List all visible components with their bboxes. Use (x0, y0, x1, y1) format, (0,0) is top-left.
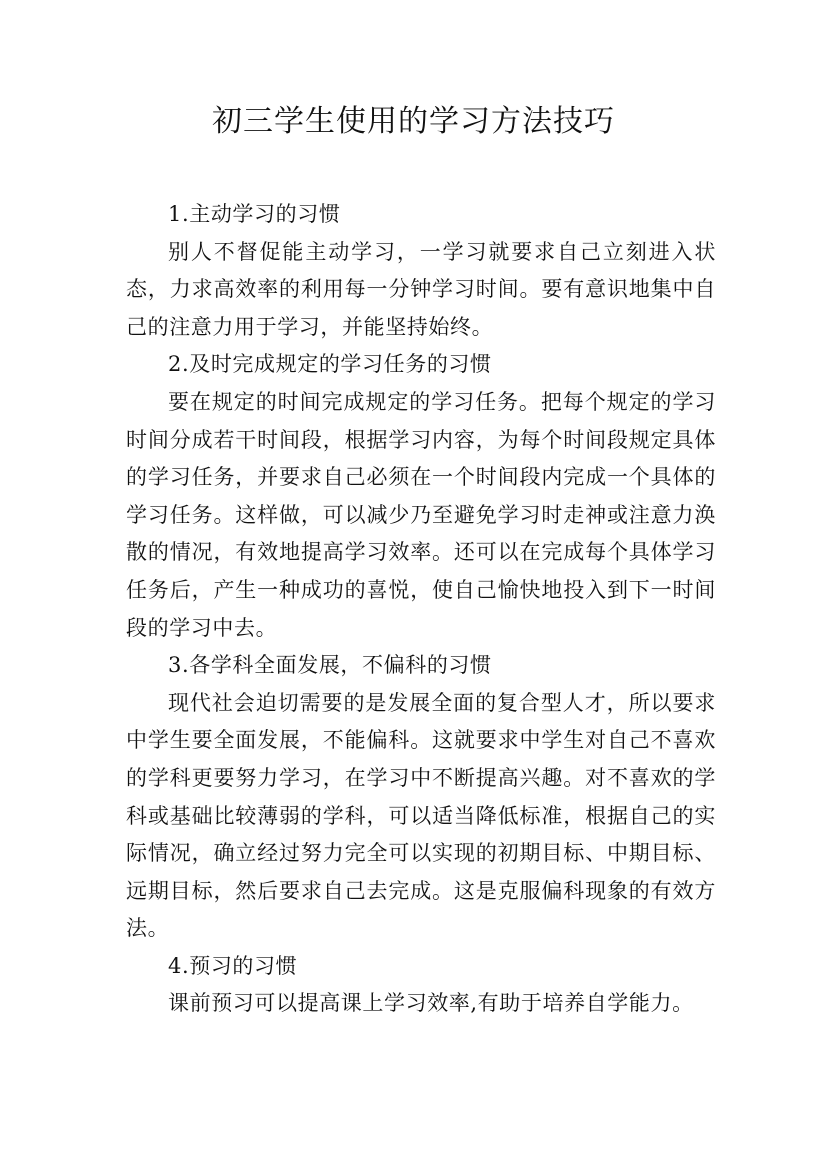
document-body (126, 196, 716, 1023)
section-heading: 1.主动学习的习惯 (168, 202, 341, 226)
section-heading: 3.各学科全面发展，不偏科的习惯 (168, 653, 492, 678)
section-heading: 4.预习的习惯 (168, 953, 298, 978)
section-heading: 2.及时完成规定的学习任务的习惯 (168, 352, 492, 377)
document-title: 初三学生使用的学习方法技巧 (212, 104, 615, 139)
section-paragraph: 课前预习可以提高课上学习效率,有助于培养自学能力。 (168, 991, 694, 1016)
section-paragraph: 现代社会迫切需要的是发展全面的复合型人才，所以要求中学生要全面发展，不能偏科。这就要求中学生对自己不喜欢的学科更要努力学习，在学习中不断提高兴趣。对不喜欢的学科或基础比较薄弱的学科，可以适当降低标准，根据自己的实际情况，确立经过努力完全可以实现的初期目标、中期目标、远期目标，然后要求自己去完成。这是克服偏科现象的有效方法。 (126, 690, 716, 941)
section-paragraph: 要在规定的时间完成规定的学习任务。把每个规定的学习时间分成若干时间段，根据学习内容，为每个时间段规定具体的学习任务，并要求自己必须在一个时间段内完成一个具体的学习任务。这样做，可以减少乃至避免学习时走神或注意力涣散的情况，有效地提高学习效率。还可以在完成每个具体学习任务后，产生一种成功的喜悦，使自己愉快地投入到下一时间段的学习中去。 (126, 389, 716, 640)
section-paragraph: 别人不督促能主动学习，一学习就要求自己立刻进入状态，力求高效率的利用每一分钟学习时间。要有意识地集中自己的注意力用于学习，并能坚持始终。 (126, 239, 716, 339)
